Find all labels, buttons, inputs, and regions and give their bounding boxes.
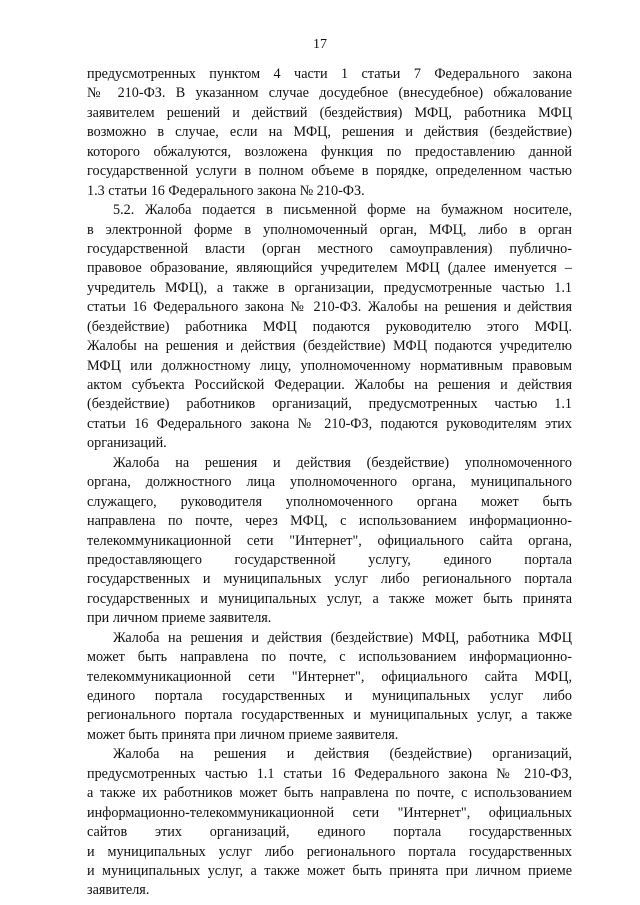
text-line: заявителя.	[87, 882, 150, 899]
text-line: единого портала государственных и муниципальных услуг либо	[87, 688, 572, 704]
text-line: МФЦ или должностному лицу, уполномоченному нормативным правовым	[87, 357, 572, 374]
text-line: которого обжалуются, возложена функция по предоставлению данной	[87, 143, 572, 160]
text-line: а также их работников может быть направлена по почте, с использованием	[87, 785, 572, 802]
text-line: правовое образование, являющийся учредителем МФЦ (далее именуется –	[87, 260, 572, 277]
text-line: Жалоба на решения и действия (бездействие) МФЦ, работника МФЦ	[113, 629, 572, 646]
text-line: возможно в случае, если на МФЦ, решения и действия (бездействие)	[87, 124, 572, 141]
text-line: (бездействие) работников организаций, предусмотренных частью 1.1	[87, 396, 572, 413]
text-line: 1.3 статьи 16 Федерального закона № 210-ФЗ.	[87, 182, 365, 199]
text-line: государственных и муниципальных услуг либо регионального портала	[87, 571, 572, 588]
text-line: государственной услуги в полном объеме в порядке, определенном частью	[87, 163, 572, 180]
text-line: предоставляющего государственной услугу, единого портала	[87, 551, 572, 568]
text-line: Жалоба на решения и действия (бездействие) уполномоченного	[113, 454, 572, 471]
text-line: может быть принята при личном приеме заявителя.	[87, 726, 399, 743]
text-line: государственной власти (орган местного самоуправления) публично-	[87, 240, 572, 257]
text-line: № 210-ФЗ. В указанном случае досудебное (внесудебное) обжалование	[87, 85, 572, 102]
text-line: организаций.	[87, 435, 167, 452]
text-line: направлена по почте, через МФЦ, с использованием информационно-	[87, 513, 572, 530]
text-line: предусмотренных частью 1.1 статьи 16 Федерального закона № 210-ФЗ,	[87, 765, 572, 782]
text-line: информационно-телекоммуникационной сети "Интернет", официальных	[87, 804, 572, 821]
page-number: 17	[313, 37, 327, 52]
text-line: статьи 16 Федерального закона № 210-ФЗ, подаются руководителям этих	[87, 415, 572, 432]
text-line: предусмотренных пунктом 4 части 1 статьи 7 Федерального закона	[87, 66, 572, 82]
text-line: телекоммуникационной сети "Интернет", официального сайта органа,	[87, 532, 572, 549]
text-line: Жалоба на решения и действия (бездействие) организаций,	[113, 746, 572, 763]
text-line: и муниципальных услуг либо регионального портала государственных	[87, 843, 572, 860]
text-line: регионального портала государственных и муниципальных услуг, а также	[87, 707, 572, 724]
text-line: сайтов этих организаций, единого портала государственных	[87, 824, 572, 841]
text-line: телекоммуникационной сети "Интернет", официального сайта МФЦ,	[87, 668, 572, 685]
text-line: статьи 16 Федерального закона № 210-ФЗ. Жалобы на решения и действия	[87, 299, 572, 316]
text-line: органа, должностного лица уполномоченного органа, муниципального	[87, 474, 572, 491]
document-body	[87, 65, 572, 901]
text-line: и муниципальных услуг, а также может быть принята при личном приеме	[87, 862, 572, 879]
text-line: в электронной форме в уполномоченный орган, МФЦ, либо в орган	[87, 221, 572, 238]
text-line: служащего, руководителя уполномоченного органа может быть	[87, 493, 572, 510]
text-line: заявителем решений и действий (бездействия) МФЦ, работника МФЦ	[87, 104, 572, 121]
text-line: учредитель МФЦ), а также в организации, предусмотренные частью 1.1	[87, 279, 572, 296]
text-line: при личном приеме заявителя.	[87, 610, 272, 627]
text-line: 5.2. Жалоба подается в письменной форме на бумажном носителе,	[113, 202, 572, 219]
text-line: может быть направлена по почте, с использованием информационно-	[87, 649, 572, 666]
text-line: актом субъекта Российской Федерации. Жалобы на решения и действия	[87, 377, 572, 393]
text-line: (бездействие) работника МФЦ подаются руководителю этого МФЦ.	[87, 318, 572, 335]
text-line: Жалобы на решения и действия (бездействие) МФЦ подаются учредителю	[87, 338, 572, 355]
text-line: государственных и муниципальных услуг, а также может быть принята	[87, 590, 572, 607]
